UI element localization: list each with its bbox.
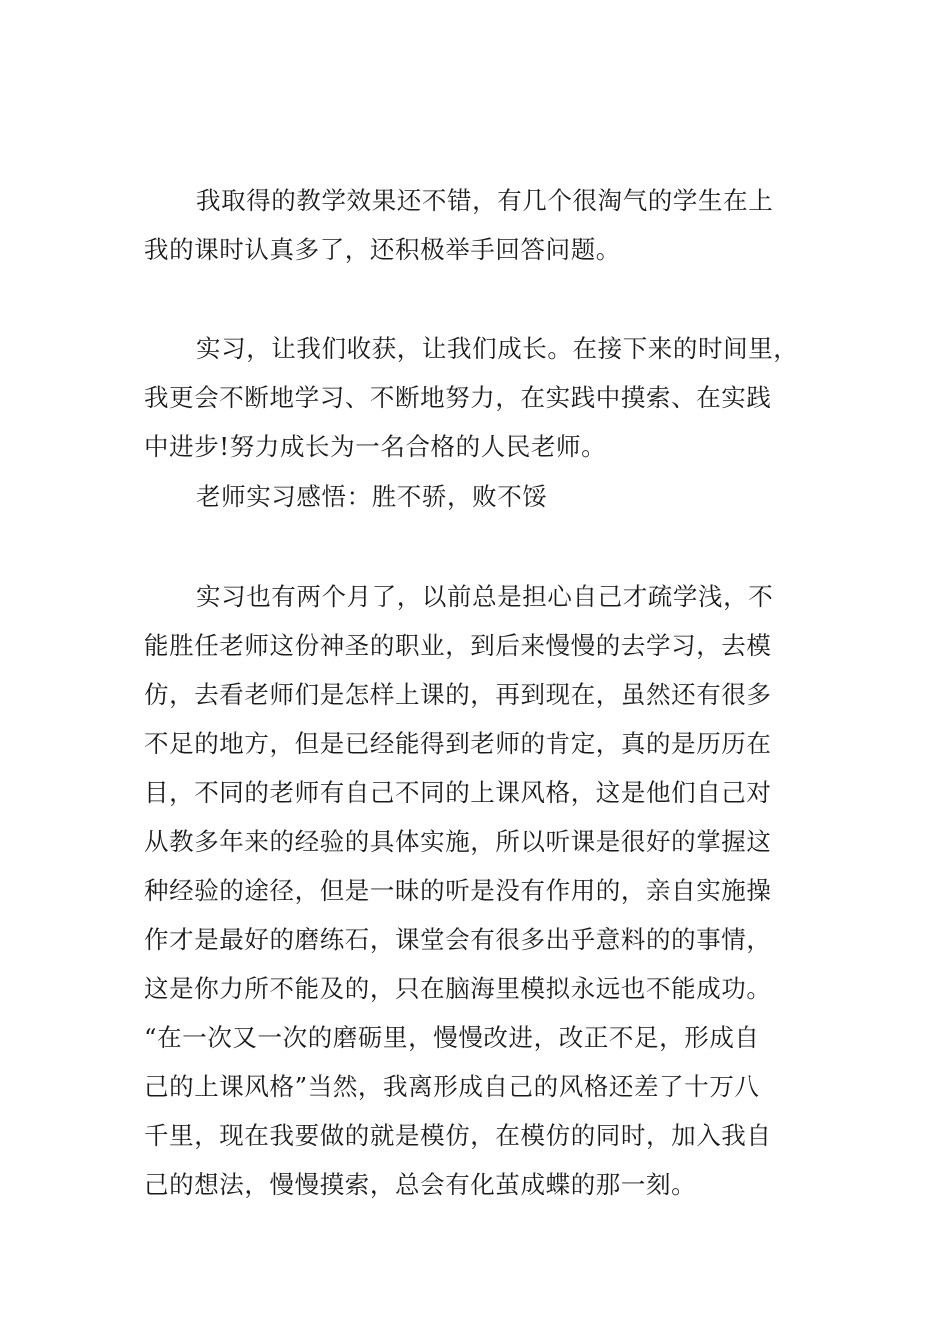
paragraph-line: 我更会不断地学习、不断地努力，在实践中摸索、在实践 xyxy=(144,383,772,412)
paragraph-line: 从教多年来的经验的具体实施，所以听课是很好的掌握这 xyxy=(144,827,772,856)
paragraph-teaching-results xyxy=(144,176,834,274)
paragraph-line: 我的课时认真多了，还积极举手回答问题。 xyxy=(144,235,621,264)
paragraph-line: 这是你力所不能及的，只在脑海里模拟永远也不能成功。 xyxy=(144,974,772,1003)
paragraph-line: 己的上课风格”当然，我离形成自己的风格还差了十万八 xyxy=(144,1072,760,1101)
paragraph-reflection xyxy=(144,572,834,1209)
paragraph-line: 能胜任老师这份神圣的职业，到后来慢慢的去学习，去模 xyxy=(144,631,772,660)
paragraph-line: 实习也有两个月了，以前总是担心自己才疏学浅，不 xyxy=(196,582,774,611)
paragraph-line: 我取得的教学效果还不错，有几个很淘气的学生在上 xyxy=(196,186,774,215)
paragraph-line: 不足的地方，但是已经能得到老师的肯定，真的是历历在 xyxy=(144,729,772,758)
paragraph-line: 仿，去看老师们是怎样上课的，再到现在，虽然还有很多 xyxy=(144,680,772,709)
paragraph-line: 千里，现在我要做的就是模仿，在模仿的同时，加入我自 xyxy=(144,1121,772,1150)
paragraph-line: 己的想法，慢慢摸索，总会有化茧成蝶的那一刻。 xyxy=(144,1170,697,1199)
paragraph-line: 种经验的途径，但是一昧的听是没有作用的，亲自实施操 xyxy=(144,876,772,905)
section-heading-text: 老师实习感悟：胜不骄，败不馁 xyxy=(196,482,548,511)
paragraph-line: “在一次又一次的磨砺里，慢慢改进，改正不足，形成自 xyxy=(144,1023,760,1052)
paragraph-internship-growth xyxy=(144,324,834,471)
paragraph-line: 实习，让我们收获，让我们成长。在接下来的时间里， xyxy=(196,334,799,363)
paragraph-line: 作才是最好的磨练石，课堂会有很多出乎意料的的事情， xyxy=(144,925,772,954)
section-heading xyxy=(144,472,834,521)
paragraph-line: 中进步!努力成长为一名合格的人民老师。 xyxy=(144,432,607,461)
paragraph-line: 目，不同的老师有自己不同的上课风格，这是他们自己对 xyxy=(144,778,772,807)
